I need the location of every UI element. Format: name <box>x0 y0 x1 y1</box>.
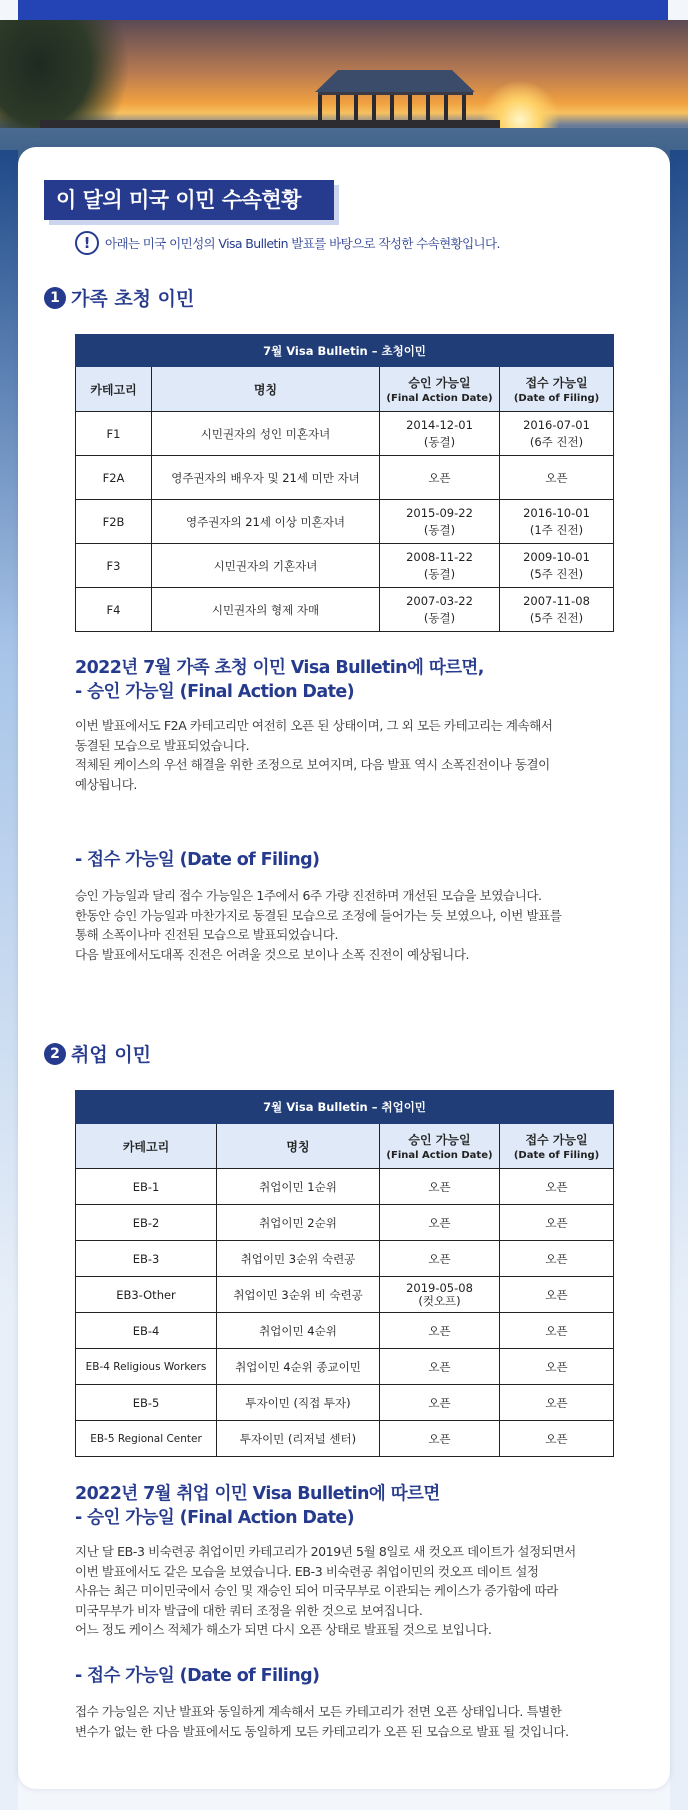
cell-name: 시민권자의 형제 자매 <box>152 588 380 632</box>
cell-final-action: 오픈 <box>380 1421 500 1457</box>
cell-name: 취업이민 1순위 <box>217 1169 380 1205</box>
header-sub: (Final Action Date) <box>386 393 493 404</box>
cell-final-action <box>380 544 500 588</box>
paragraph-line: 한동안 승인 가능일과 마찬가지로 동결된 모습으로 조정에 들어가는 듯 보였으나, 이번 발표를 <box>75 907 562 923</box>
table-caption: 7월 Visa Bulletin – 취업이민 <box>76 1091 614 1124</box>
cell-category: EB-4 Religious Workers <box>76 1349 217 1385</box>
table-row <box>76 1277 614 1313</box>
cell-category: F2A <box>76 456 152 500</box>
cell-final-action <box>380 500 500 544</box>
paragraph-line: 동결된 모습으로 발표되었습니다. <box>75 737 250 753</box>
pier-pillars-decoration <box>318 92 473 122</box>
table-row <box>76 1169 614 1205</box>
cell-name: 취업이민 2순위 <box>217 1205 380 1241</box>
paragraph-line: 변수가 없는 한 다음 발표에서도 동일하게 모든 카테고리가 오픈 된 모습으로 발표 될 것입니다. <box>75 1723 569 1739</box>
table-row <box>76 412 614 456</box>
cell-category: EB-5 Regional Center <box>76 1421 217 1457</box>
table-row <box>76 1349 614 1385</box>
cell-note: (5주 진전) <box>529 610 584 625</box>
notice <box>75 230 500 256</box>
cell-note: (동결) <box>423 610 456 625</box>
cell-filing <box>500 544 614 588</box>
cell-final-action: 오픈 <box>380 1241 500 1277</box>
paragraph-line: 적체된 케이스의 우선 해결을 위한 조정으로 보여지며, 다음 발표 역시 소폭진전이나 동결이 <box>75 757 550 772</box>
cell-filing: 오픈 <box>500 1241 614 1277</box>
table-row <box>76 456 614 500</box>
heading-line: - 승인 가능일 (Final Action Date) <box>75 682 354 702</box>
cell-filing: 오픈 <box>500 1169 614 1205</box>
table-row <box>76 1385 614 1421</box>
cell-category: EB-4 <box>76 1313 217 1349</box>
cell-filing <box>500 500 614 544</box>
cell-final-action: 오픈 <box>380 1349 500 1385</box>
cell-category: EB3-Other <box>76 1277 217 1313</box>
cell-note: (동결) <box>423 522 456 537</box>
cell-name: 시민권자의 기혼자녀 <box>152 544 380 588</box>
paragraph-line: 통해 소폭이나마 진전된 모습으로 발표되었습니다. <box>75 927 339 942</box>
family-fad-paragraph <box>75 716 553 794</box>
cell-category: F1 <box>76 412 152 456</box>
paragraph-line: 이번 발표에서도 F2A 카테고리만 여전히 오픈 된 상태이며, 그 외 모든 카테고리는 계속해서 <box>75 718 553 733</box>
cell-final-action <box>380 588 500 632</box>
cell-category: F2B <box>76 500 152 544</box>
col-header-filing <box>500 1124 614 1169</box>
col-header-filing <box>500 367 614 412</box>
paragraph-line: 접수 가능일은 지난 발표와 동일하게 계속해서 모든 카테고리가 전면 오픈 상태입니다. 특별한 <box>75 1704 562 1719</box>
heading-line: - 승인 가능일 (Final Action Date) <box>75 1508 354 1528</box>
cell-name: 영주권자의 배우자 및 21세 미만 자녀 <box>152 456 380 500</box>
cell-date: 2014-12-01 <box>406 417 473 432</box>
cell-note: (5주 진전) <box>529 566 584 581</box>
header-sub: (Date of Filing) <box>513 1150 600 1161</box>
employment-dof-heading: - 접수 가능일 (Date of Filing) <box>75 1666 320 1686</box>
cell-name: 취업이민 3순위 비 숙련공 <box>217 1277 380 1313</box>
table-caption: 7월 Visa Bulletin – 초청이민 <box>76 335 614 367</box>
left-side-background <box>0 150 18 1810</box>
cell-final-action: 오픈 <box>380 1205 500 1241</box>
table-row <box>76 500 614 544</box>
family-dof-heading: - 접수 가능일 (Date of Filing) <box>75 850 320 870</box>
section-number: 1 <box>44 287 66 309</box>
header-label: 승인 가능일 <box>408 1133 471 1147</box>
heading-line: 2022년 7월 취업 이민 Visa Bulletin에 따르면 <box>75 1484 440 1504</box>
cell-final-action <box>380 412 500 456</box>
cell-name: 취업이민 4순위 <box>217 1313 380 1349</box>
section-title: 취업 이민 <box>71 1044 152 1066</box>
paragraph-line: 예상됩니다. <box>75 776 137 792</box>
table-row <box>76 544 614 588</box>
cell-date: 2016-07-01 <box>523 417 590 432</box>
cell-category: EB-5 <box>76 1385 217 1421</box>
cell-name: 영주권자의 21세 이상 미혼자녀 <box>152 500 380 544</box>
header-sub: (Final Action Date) <box>386 1150 493 1161</box>
cell-date: 2009-10-01 <box>523 549 590 564</box>
cell-category: F3 <box>76 544 152 588</box>
pier-deck-decoration <box>40 120 500 128</box>
cell-final-action <box>380 1277 500 1313</box>
cell-date: 2019-05-08 <box>406 1280 473 1295</box>
paragraph-line: 승인 가능일과 달리 접수 가능일은 1주에서 6주 가량 진전하며 개선된 모습을 보였습니다. <box>75 888 542 903</box>
cell-final-action: 오픈 <box>380 1169 500 1205</box>
cell-name: 취업이민 4순위 종교이민 <box>217 1349 380 1385</box>
heading-line: 2022년 7월 가족 초청 이민 Visa Bulletin에 따르면, <box>75 658 484 678</box>
cell-name: 투자이민 (직접 투자) <box>217 1385 380 1421</box>
pier-roof-decoration <box>300 70 490 92</box>
table-row <box>76 1313 614 1349</box>
section-number: 2 <box>44 1043 66 1065</box>
cell-filing: 오픈 <box>500 1277 614 1313</box>
cell-date: 2008-11-22 <box>406 549 473 564</box>
col-header-final-action <box>380 1124 500 1169</box>
paragraph-line: 사유는 최근 미이민국에서 승인 및 재승인 되어 미국무부로 이관되는 케이스가 증가함에 따라 <box>75 1583 558 1598</box>
cell-filing <box>500 412 614 456</box>
cell-date: 2015-09-22 <box>406 505 473 520</box>
table-row <box>76 1421 614 1457</box>
family-dof-paragraph <box>75 886 562 964</box>
cell-note: (6주 진전) <box>529 434 584 449</box>
col-header-final-action <box>380 367 500 412</box>
top-banner-bar <box>18 0 668 20</box>
cell-final-action: 오픈 <box>380 456 500 500</box>
paragraph-line: 어느 정도 케이스 적체가 해소가 되면 다시 오픈 상태로 발표될 것으로 보입니다. <box>75 1622 492 1637</box>
cell-category: EB-2 <box>76 1205 217 1241</box>
cell-note: (동결) <box>423 566 456 581</box>
cell-filing <box>500 588 614 632</box>
cell-filing: 오픈 <box>500 456 614 500</box>
col-header-category: 카테고리 <box>76 367 152 412</box>
cell-final-action: 오픈 <box>380 1313 500 1349</box>
page-title: 이 달의 미국 이민 수속현황 <box>44 180 334 220</box>
exclamation-icon: ! <box>75 231 99 255</box>
table-row <box>76 1241 614 1277</box>
paragraph-line: 미국무부가 비자 발급에 대한 쿼터 조정을 위한 것으로 보여집니다. <box>75 1602 423 1618</box>
paragraph-line: 지난 달 EB-3 비숙련공 취업이민 카테고리가 2019년 5월 8일로 새 컷오프 데이트가 설정되면서 <box>75 1544 576 1559</box>
header-label: 승인 가능일 <box>408 376 471 390</box>
cell-date: 2007-03-22 <box>406 593 473 608</box>
cell-filing: 오픈 <box>500 1205 614 1241</box>
cell-filing: 오픈 <box>500 1349 614 1385</box>
table-row <box>76 1205 614 1241</box>
cell-note: (1주 진전) <box>529 522 584 537</box>
paragraph-line: 다음 발표에서도대폭 진전은 어려울 것으로 보이나 소폭 진전이 예상됩니다. <box>75 946 470 962</box>
employment-dof-paragraph <box>75 1702 569 1741</box>
header-label: 접수 가능일 <box>525 376 588 390</box>
notice-text: 아래는 미국 이민성의 Visa Bulletin 발표를 바탕으로 작성한 수속현황입니다. <box>105 236 500 251</box>
header-sub: (Date of Filing) <box>513 393 600 404</box>
cell-filing: 오픈 <box>500 1385 614 1421</box>
header-label: 접수 가능일 <box>525 1133 588 1147</box>
employment-fad-paragraph <box>75 1542 576 1640</box>
col-header-name: 명칭 <box>217 1124 380 1169</box>
family-fad-heading <box>75 656 484 704</box>
cell-category: EB-1 <box>76 1169 217 1205</box>
right-side-background <box>670 150 688 1810</box>
section-heading-family <box>44 284 194 311</box>
cell-category: F4 <box>76 588 152 632</box>
cell-category: EB-3 <box>76 1241 217 1277</box>
cell-note: (컷오프) <box>418 1293 461 1308</box>
table-row <box>76 588 614 632</box>
cell-name: 취업이민 3순위 숙련공 <box>217 1241 380 1277</box>
section-title: 가족 초청 이민 <box>71 288 195 310</box>
col-header-name: 명칭 <box>152 367 380 412</box>
cell-date: 2016-10-01 <box>523 505 590 520</box>
cell-final-action: 오픈 <box>380 1385 500 1421</box>
cell-filing: 오픈 <box>500 1421 614 1457</box>
section-heading-employment <box>44 1040 151 1067</box>
cell-date: 2007-11-08 <box>523 593 590 608</box>
cell-note: (동결) <box>423 434 456 449</box>
paragraph-line: 이번 발표에서도 같은 모습을 보였습니다. EB-3 비숙련공 취업이민의 컷오프 데이트 설정 <box>75 1563 539 1579</box>
family-visa-table <box>75 334 614 632</box>
col-header-category: 카테고리 <box>76 1124 217 1169</box>
cell-name: 투자이민 (리저널 센터) <box>217 1421 380 1457</box>
employment-visa-table <box>75 1090 614 1457</box>
cell-filing: 오픈 <box>500 1313 614 1349</box>
cell-name: 시민권자의 성인 미혼자녀 <box>152 412 380 456</box>
employment-fad-heading <box>75 1482 440 1530</box>
